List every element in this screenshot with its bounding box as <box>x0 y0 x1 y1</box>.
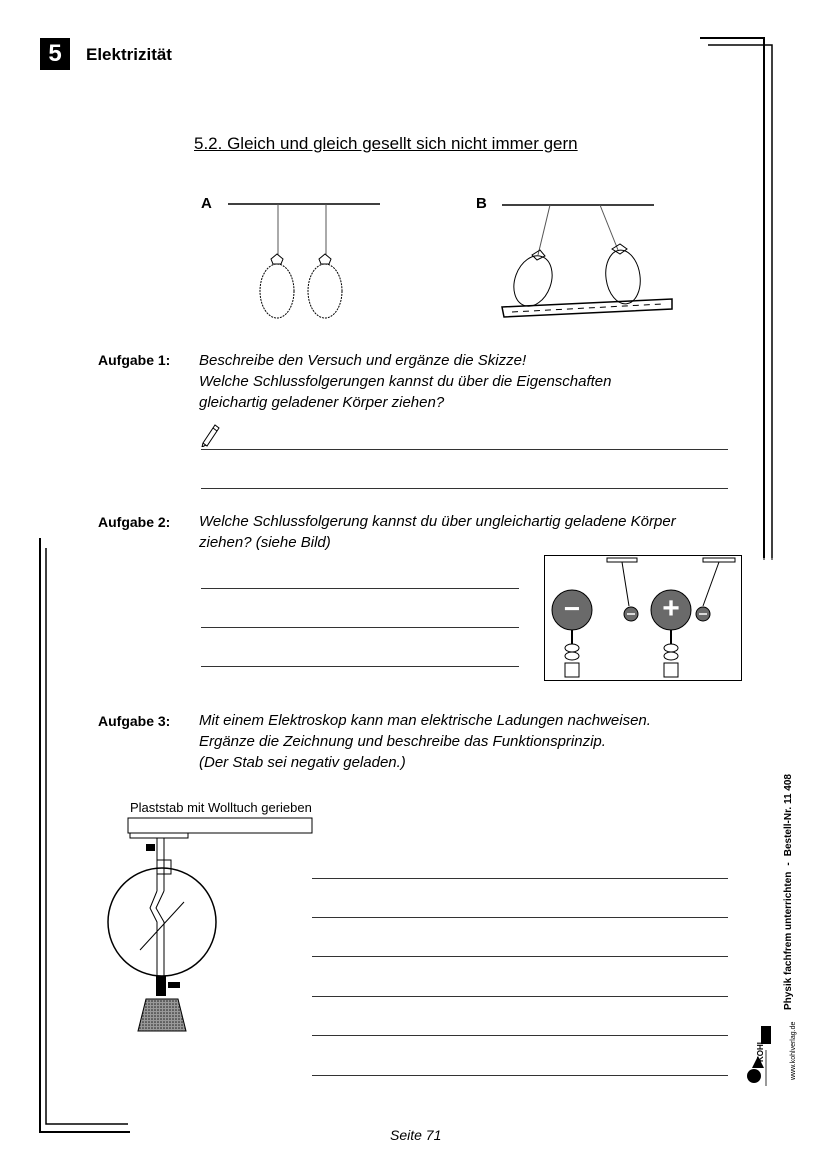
answer-line[interactable] <box>312 917 728 918</box>
publisher-url: www.kohlverlag.de <box>790 1021 797 1080</box>
answer-line[interactable] <box>201 666 519 667</box>
negative-sign: − <box>563 593 581 624</box>
chapter-title: Elektrizität <box>86 45 172 64</box>
task-3-label: Aufgabe 3: <box>98 713 171 729</box>
answer-line[interactable] <box>312 878 728 879</box>
task-3-text <box>199 710 651 773</box>
chapter-number: 5 <box>40 38 70 70</box>
section-title: 5.2. Gleich und gleich gesellt sich nicht immer gern <box>194 134 578 153</box>
task-3-line-1: Mit einem Elektroskop kann man elektrische Ladungen nachweisen. <box>199 712 651 729</box>
pencil-icon <box>199 421 221 447</box>
electroscope-figure <box>100 814 320 1036</box>
charge-figure <box>544 555 742 681</box>
sidebar-separator: - <box>783 862 794 866</box>
task-2-text <box>199 511 676 553</box>
task-2-line-1: Welche Schlussfolgerung kannst du über ungleichartig geladene Körper <box>199 513 676 530</box>
figure-label-a: A <box>201 195 212 212</box>
task-3-line-3: (Der Stab sei negativ geladen.) <box>199 754 406 771</box>
sidebar-order-number: Bestell-Nr. 11 408 <box>783 774 794 857</box>
answer-line[interactable] <box>312 996 728 997</box>
sidebar-text <box>783 768 794 1010</box>
answer-line[interactable] <box>312 956 728 957</box>
answer-line[interactable] <box>201 488 728 489</box>
task-2-label: Aufgabe 2: <box>98 514 171 530</box>
answer-line[interactable] <box>201 627 519 628</box>
positive-sign: + <box>662 592 680 625</box>
task-1-text <box>199 350 612 413</box>
publisher-name: KOHL <box>756 1039 765 1062</box>
figure-label-b: B <box>476 195 487 212</box>
answer-line[interactable] <box>312 1075 728 1076</box>
answer-line[interactable] <box>201 449 728 450</box>
task-1-label: Aufgabe 1: <box>98 352 171 368</box>
electroscope-caption: Plaststab mit Wolltuch gerieben <box>130 800 312 815</box>
balloon-figure <box>220 195 680 325</box>
answer-line[interactable] <box>312 1035 728 1036</box>
task-1-line-1: Beschreibe den Versuch und ergänze die Skizze! <box>199 352 527 369</box>
task-1-line-3: gleichartig geladener Körper ziehen? <box>199 394 445 411</box>
task-2-line-2: ziehen? (siehe Bild) <box>199 534 331 551</box>
task-3-line-2: Ergänze die Zeichnung und beschreibe das Funktionsprinzip. <box>199 733 606 750</box>
page-number: Seite 71 <box>390 1127 442 1143</box>
task-1-line-2: Welche Schlussfolgerungen kannst du über die Eigenschaften <box>199 373 612 390</box>
sidebar-book-title: Physik fachfrem unterrichten <box>783 871 794 1010</box>
answer-line[interactable] <box>201 588 519 589</box>
